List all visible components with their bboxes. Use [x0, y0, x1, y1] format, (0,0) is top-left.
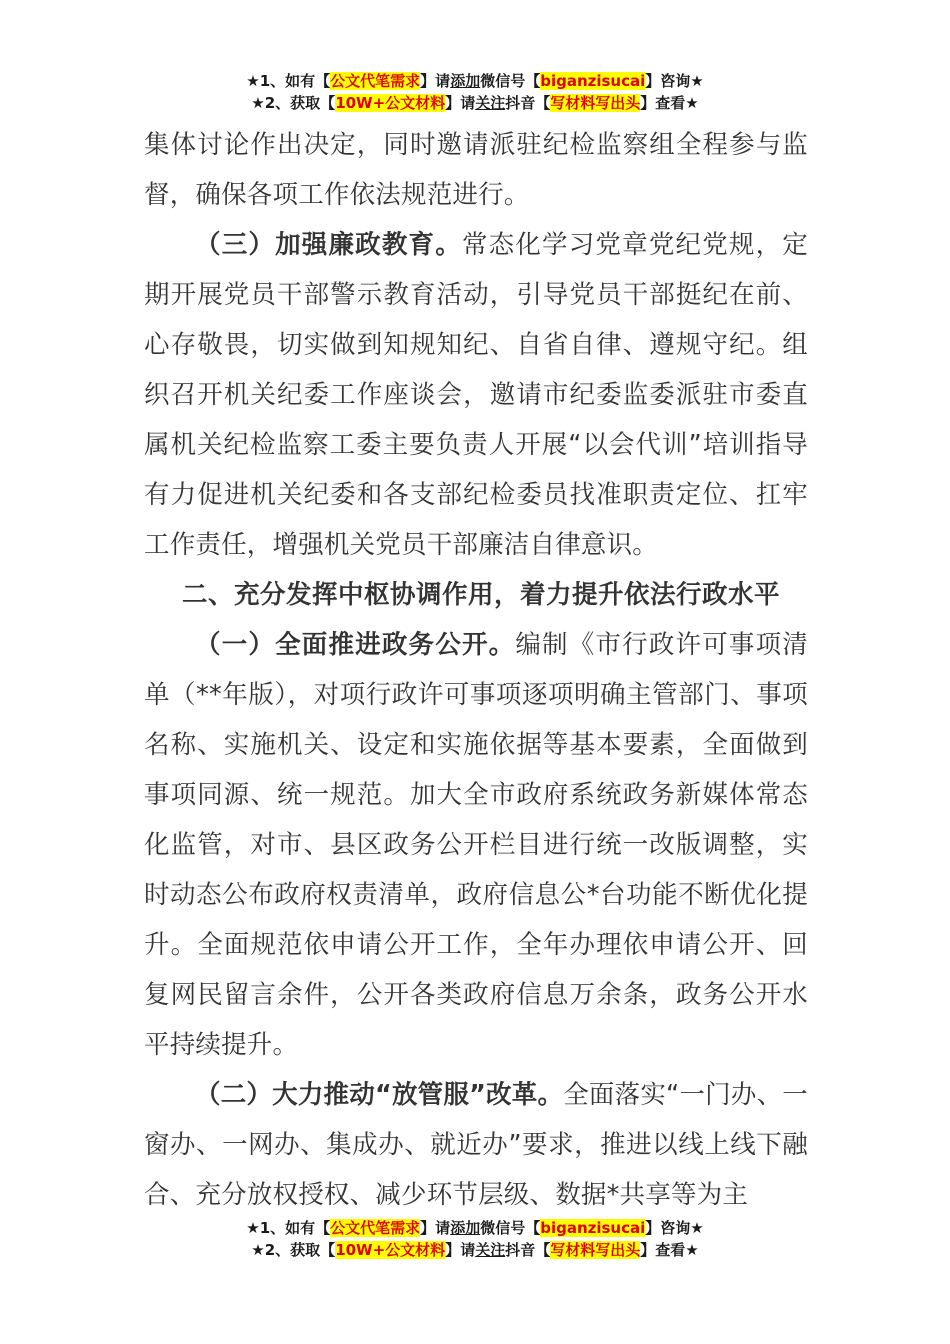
- paragraph-text: 编制《市行政许可事项清单（**年版），对项行政许可事项逐项明确主管部门、事项名称、实施机关、设定和实施依据等基本要素，全面做到事项同源、统一规范。加大全市政府系统政务新媒体常态化监管，对市、县区政务公开栏目进行统一改版调整，实时动态公布政府权责清单，政府信息公*台功能不断优化提升。全面规范依申请公开工作，全年办理依申请公开、回复网民留言余件，公开各类政府信息万余条，政务公开水平持续提升。: [144, 630, 808, 1060]
- footer-banner: [0, 1217, 950, 1261]
- banner-text: 】请: [445, 94, 476, 112]
- banner-wechat-id: biganzisucai: [540, 72, 646, 90]
- banner-highlight: 公文代笔需求: [330, 72, 421, 90]
- banner-text: 】查看★: [640, 1241, 699, 1259]
- paragraph-lead: （三）加强廉政教育。: [195, 230, 462, 260]
- banner-underline: 关注: [475, 1241, 506, 1259]
- paragraph-text: 常态化学习党章党纪党规，定期开展党员干部警示教育活动，引导党员干部挺纪在前、心存敬畏，切实做到知规知纪、自省自律、遵规守纪。组织召开机关纪委工作座谈会，邀请市纪委监委派驻市委直属机关纪检监察工委主要负责人开展“以会代训”培训指导有力促进机关纪委和各支部纪检委员找准职责定位、扛牢工作责任，增强机关党员干部廉洁自律意识。: [144, 230, 808, 560]
- banner-line-1: [0, 70, 950, 92]
- paragraph: [144, 1070, 808, 1220]
- document-body: [144, 120, 808, 1220]
- banner-text: 微信号【: [480, 72, 541, 90]
- banner-line-2: [0, 1239, 950, 1261]
- paragraph-text: 全面落实“一门办、一窗办、一网办、集成办、就近办”要求，推进以线上线下融合、充分放权授权、减少环节层级、数据*共享等为主: [144, 1080, 808, 1210]
- banner-underline: 添加: [450, 72, 481, 90]
- banner-highlight: 公文代笔需求: [330, 1219, 421, 1237]
- header-banner: [0, 70, 950, 114]
- banner-text: 微信号【: [480, 1219, 541, 1237]
- paragraph-lead: （二）大力推动“放管服”改革。: [195, 1080, 564, 1110]
- banner-text: ★1、如有【: [246, 72, 331, 90]
- banner-douyin-id: 写材料写出头: [550, 94, 641, 112]
- banner-underline: 添加: [450, 1219, 481, 1237]
- banner-text: 抖音【: [505, 94, 551, 112]
- banner-underline: 关注: [475, 94, 506, 112]
- banner-text: 】请: [445, 1241, 476, 1259]
- banner-text: 】查看★: [640, 94, 699, 112]
- banner-text: ★1、如有【: [246, 1219, 331, 1237]
- banner-highlight: 10W+公文材料: [335, 1241, 446, 1259]
- banner-douyin-id: 写材料写出头: [550, 1241, 641, 1259]
- banner-text: 】咨询★: [645, 72, 704, 90]
- banner-text: ★2、获取【: [251, 1241, 336, 1259]
- banner-text: 抖音【: [505, 1241, 551, 1259]
- paragraph-text: 集体讨论作出决定，同时邀请派驻纪检监察组全程参与监督，确保各项工作依法规范进行。: [144, 130, 808, 210]
- section-heading: 二、充分发挥中枢协调作用，着力提升依法行政水平: [182, 580, 781, 610]
- banner-text: 】请: [420, 1219, 451, 1237]
- paragraph-lead: （一）全面推进政务公开。: [195, 630, 516, 660]
- banner-text: 】请: [420, 72, 451, 90]
- paragraph: [144, 620, 808, 1070]
- banner-line-1: [0, 1217, 950, 1239]
- banner-text: ★2、获取【: [251, 94, 336, 112]
- paragraph: [144, 120, 808, 220]
- banner-wechat-id: biganzisucai: [540, 1219, 646, 1237]
- banner-line-2: [0, 92, 950, 114]
- banner-highlight: 10W+公文材料: [335, 94, 446, 112]
- paragraph: [144, 220, 808, 570]
- banner-text: 】咨询★: [645, 1219, 704, 1237]
